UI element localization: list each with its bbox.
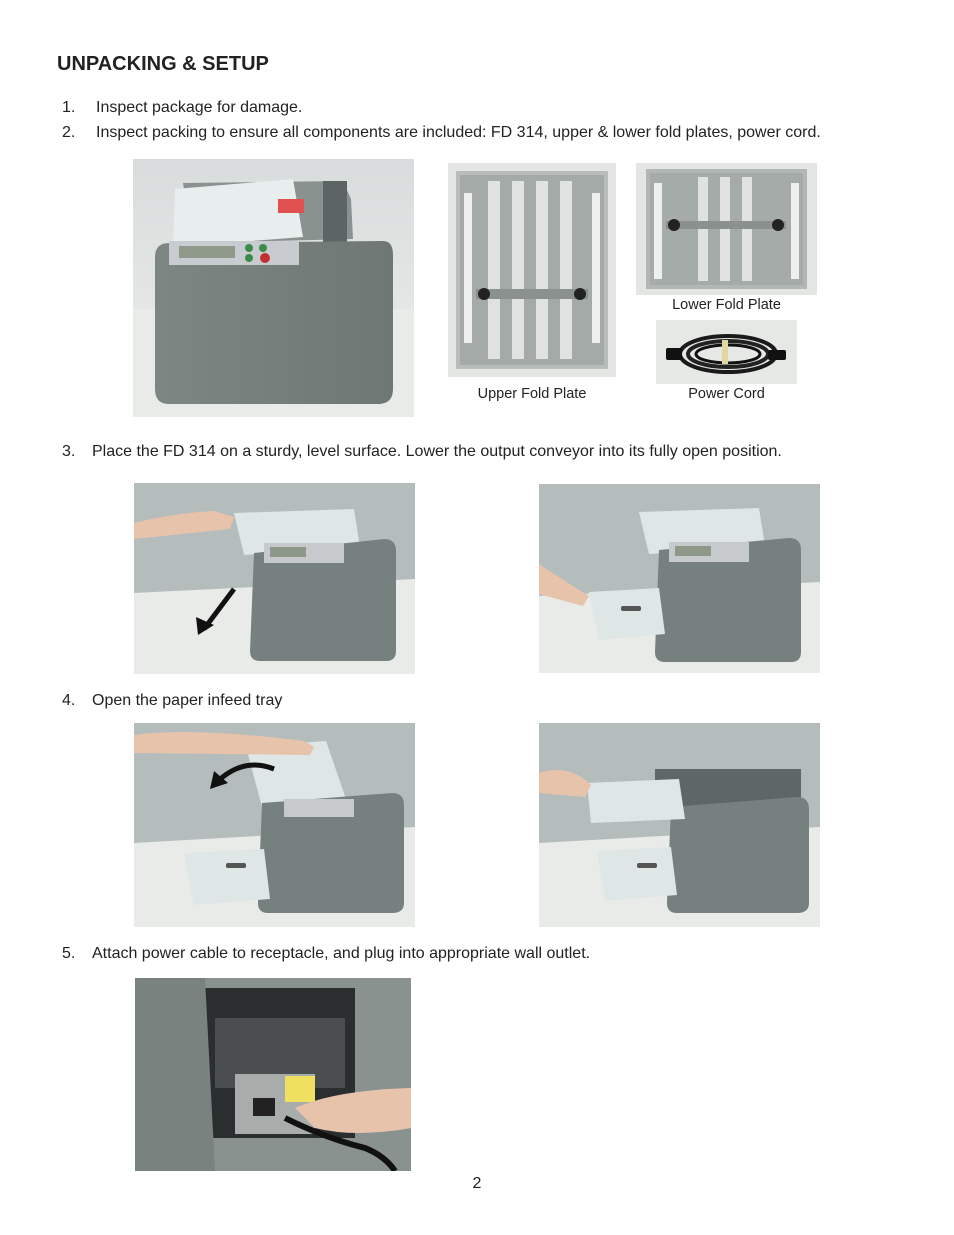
infeed-tray-photo-2	[539, 723, 820, 927]
step-text: Inspect packing to ensure all components are included: FD 314, upper & lower fold plates, power cord.	[96, 124, 821, 141]
step-text: Attach power cable to receptacle, and plug into appropriate wall outlet.	[92, 945, 591, 962]
step-number: 3.	[62, 443, 76, 460]
step-3	[62, 443, 782, 461]
power-cord-caption: Power Cord	[688, 386, 765, 402]
step-5	[62, 945, 590, 963]
power-cord-photo	[656, 320, 797, 384]
step-1	[62, 99, 302, 117]
lower-conveyor-photo-2	[539, 484, 820, 673]
step-text: Inspect package for damage.	[96, 99, 303, 116]
page-number: 2	[472, 1175, 482, 1192]
lower-fold-plate-caption: Lower Fold Plate	[672, 297, 781, 313]
upper-fold-plate-photo	[448, 163, 616, 377]
upper-fold-plate-caption: Upper Fold Plate	[477, 386, 587, 402]
section-title: UNPACKING & SETUP	[57, 53, 269, 75]
step-text: Place the FD 314 on a sturdy, level surface. Lower the output conveyor into its fully open position.	[92, 443, 782, 460]
step-number: 5.	[62, 945, 76, 962]
step-2	[62, 124, 821, 142]
step-4	[62, 692, 282, 710]
infeed-tray-photo-1	[134, 723, 415, 927]
step-text: Open the paper infeed tray	[92, 692, 283, 709]
power-cable-photo	[135, 978, 411, 1171]
step-number: 1.	[62, 99, 76, 116]
lower-conveyor-photo-1	[134, 483, 415, 674]
fd314-machine-photo	[133, 159, 414, 417]
step-number: 4.	[62, 692, 76, 709]
step-number: 2.	[62, 124, 76, 141]
lower-fold-plate-photo	[636, 163, 817, 295]
